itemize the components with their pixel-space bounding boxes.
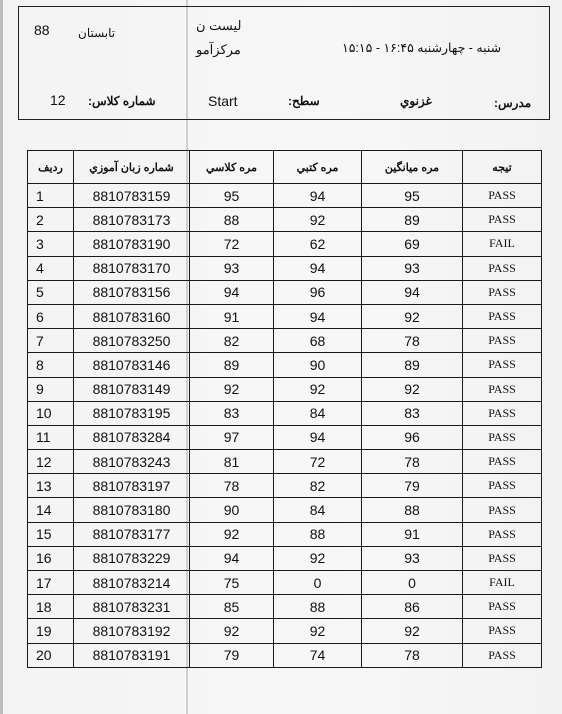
cell-class-score: 89 (190, 353, 274, 377)
cell-class-score: 94 (190, 280, 274, 304)
cell-student-id: 8810783149 (74, 377, 190, 401)
cell-row-number: 11 (28, 425, 74, 449)
cell-class-score: 75 (190, 571, 274, 595)
cell-row-number: 10 (28, 401, 74, 425)
cell-written-score: 74 (274, 643, 362, 667)
cell-student-id: 8810783191 (74, 643, 190, 667)
cell-result: PASS (463, 377, 542, 401)
cell-class-score: 82 (190, 329, 274, 353)
table-row (28, 595, 542, 619)
grades-table (27, 150, 542, 668)
class-schedule: شنبه - چهارشنبه ۱۶:۴۵ - ۱۵:۱۵ (342, 41, 502, 55)
cell-class-score: 90 (190, 498, 274, 522)
cell-class-score: 72 (190, 232, 274, 256)
cell-average-score: 93 (362, 256, 463, 280)
cell-row-number: 3 (28, 232, 74, 256)
cell-result: PASS (463, 474, 542, 498)
table-row (28, 401, 542, 425)
cell-average-score: 92 (362, 304, 463, 328)
cell-class-score: 92 (190, 619, 274, 643)
cell-written-score: 94 (274, 304, 362, 328)
cell-average-score: 95 (362, 184, 463, 208)
table-row (28, 280, 542, 304)
cell-row-number: 2 (28, 208, 74, 232)
cell-class-score: 94 (190, 546, 274, 570)
cell-class-score: 81 (190, 450, 274, 474)
cell-student-id: 8810783214 (74, 571, 190, 595)
table-row (28, 474, 542, 498)
cell-student-id: 8810783231 (74, 595, 190, 619)
cell-average-score: 78 (362, 450, 463, 474)
cell-class-score: 83 (190, 401, 274, 425)
table-row (28, 546, 542, 570)
cell-result: PASS (463, 401, 542, 425)
cell-student-id: 8810783229 (74, 546, 190, 570)
cell-result: PASS (463, 498, 542, 522)
cell-row-number: 9 (28, 377, 74, 401)
table-row (28, 353, 542, 377)
term-label: تابستان (78, 26, 116, 40)
cell-result: PASS (463, 280, 542, 304)
center-name-fragment: مرکزآمو (196, 42, 241, 57)
cell-average-score: 96 (362, 425, 463, 449)
cell-average-score: 89 (362, 208, 463, 232)
cell-class-score: 92 (190, 377, 274, 401)
table-row (28, 643, 542, 667)
cell-row-number: 20 (28, 643, 74, 667)
table-row (28, 208, 542, 232)
cell-student-id: 8810783170 (74, 256, 190, 280)
column-header-student-id: شماره زبان آموزي (74, 151, 190, 184)
cell-average-score: 88 (362, 498, 463, 522)
teacher-name: غزنوي (400, 94, 432, 108)
cell-written-score: 92 (274, 546, 362, 570)
cell-row-number: 19 (28, 619, 74, 643)
table-row (28, 329, 542, 353)
cell-written-score: 84 (274, 498, 362, 522)
cell-written-score: 94 (274, 184, 362, 208)
cell-result: PASS (463, 643, 542, 667)
cell-student-id: 8810783156 (74, 280, 190, 304)
cell-row-number: 1 (28, 184, 74, 208)
cell-written-score: 96 (274, 280, 362, 304)
cell-result: PASS (463, 208, 542, 232)
cell-written-score: 0 (274, 571, 362, 595)
cell-student-id: 8810783173 (74, 208, 190, 232)
cell-average-score: 79 (362, 474, 463, 498)
cell-written-score: 84 (274, 401, 362, 425)
cell-result: PASS (463, 304, 542, 328)
cell-student-id: 8810783250 (74, 329, 190, 353)
table-header-row (28, 151, 542, 184)
cell-average-score: 83 (362, 401, 463, 425)
column-header-row-number: رديف (28, 151, 74, 184)
cell-written-score: 88 (274, 522, 362, 546)
cell-written-score: 90 (274, 353, 362, 377)
table-row (28, 498, 542, 522)
cell-class-score: 91 (190, 304, 274, 328)
cell-row-number: 14 (28, 498, 74, 522)
cell-class-score: 79 (190, 643, 274, 667)
cell-average-score: 78 (362, 643, 463, 667)
cell-class-score: 92 (190, 522, 274, 546)
cell-class-score: 78 (190, 474, 274, 498)
cell-student-id: 8810783160 (74, 304, 190, 328)
level-label: سطح: (288, 94, 320, 108)
cell-result: PASS (463, 184, 542, 208)
cell-average-score: 69 (362, 232, 463, 256)
cell-row-number: 12 (28, 450, 74, 474)
cell-result: PASS (463, 329, 542, 353)
cell-result: PASS (463, 450, 542, 474)
cell-result: PASS (463, 353, 542, 377)
cell-class-score: 85 (190, 595, 274, 619)
cell-result: FAIL (463, 571, 542, 595)
cell-class-score: 88 (190, 208, 274, 232)
cell-row-number: 5 (28, 280, 74, 304)
term-code: 88 (34, 22, 50, 38)
cell-row-number: 18 (28, 595, 74, 619)
page-edge (0, 0, 3, 714)
cell-class-score: 97 (190, 425, 274, 449)
cell-class-score: 93 (190, 256, 274, 280)
cell-written-score: 88 (274, 595, 362, 619)
cell-row-number: 6 (28, 304, 74, 328)
cell-row-number: 8 (28, 353, 74, 377)
cell-student-id: 8810783190 (74, 232, 190, 256)
class-number-label: شماره کلاس: (88, 94, 156, 108)
cell-result: PASS (463, 546, 542, 570)
cell-row-number: 16 (28, 546, 74, 570)
cell-student-id: 8810783177 (74, 522, 190, 546)
cell-student-id: 8810783243 (74, 450, 190, 474)
cell-average-score: 0 (362, 571, 463, 595)
cell-written-score: 82 (274, 474, 362, 498)
cell-student-id: 8810783195 (74, 401, 190, 425)
cell-student-id: 8810783192 (74, 619, 190, 643)
cell-result: FAIL (463, 232, 542, 256)
class-number-value: 12 (50, 92, 66, 108)
table-row (28, 425, 542, 449)
cell-average-score: 92 (362, 377, 463, 401)
column-header-result: تيجه (463, 151, 542, 184)
table-row (28, 184, 542, 208)
cell-written-score: 92 (274, 208, 362, 232)
cell-average-score: 89 (362, 353, 463, 377)
cell-average-score: 78 (362, 329, 463, 353)
cell-average-score: 92 (362, 619, 463, 643)
cell-student-id: 8810783180 (74, 498, 190, 522)
table-row (28, 232, 542, 256)
cell-result: PASS (463, 595, 542, 619)
cell-result: PASS (463, 619, 542, 643)
cell-result: PASS (463, 522, 542, 546)
cell-result: PASS (463, 256, 542, 280)
table-row (28, 522, 542, 546)
column-header-written-score: مره كتبي (274, 151, 362, 184)
column-header-average-score: مره ميانگين (362, 151, 463, 184)
table-row (28, 619, 542, 643)
cell-written-score: 68 (274, 329, 362, 353)
cell-written-score: 92 (274, 377, 362, 401)
cell-written-score: 94 (274, 256, 362, 280)
table-row (28, 450, 542, 474)
cell-average-score: 91 (362, 522, 463, 546)
cell-class-score: 95 (190, 184, 274, 208)
cell-written-score: 62 (274, 232, 362, 256)
cell-average-score: 94 (362, 280, 463, 304)
cell-written-score: 72 (274, 450, 362, 474)
cell-average-score: 86 (362, 595, 463, 619)
table-row (28, 571, 542, 595)
cell-row-number: 15 (28, 522, 74, 546)
cell-row-number: 4 (28, 256, 74, 280)
cell-student-id: 8810783159 (74, 184, 190, 208)
cell-row-number: 7 (28, 329, 74, 353)
cell-written-score: 94 (274, 425, 362, 449)
cell-student-id: 8810783197 (74, 474, 190, 498)
column-header-class-score: مره كلاسي (190, 151, 274, 184)
level-value: Start (208, 93, 238, 109)
table-row (28, 377, 542, 401)
table-row (28, 304, 542, 328)
cell-result: PASS (463, 425, 542, 449)
document-title-fragment: لیست ن (196, 18, 242, 33)
cell-written-score: 92 (274, 619, 362, 643)
cell-row-number: 17 (28, 571, 74, 595)
cell-row-number: 13 (28, 474, 74, 498)
table-row (28, 256, 542, 280)
cell-student-id: 8810783284 (74, 425, 190, 449)
cell-student-id: 8810783146 (74, 353, 190, 377)
teacher-label: مدرس: (494, 96, 532, 110)
cell-average-score: 93 (362, 546, 463, 570)
